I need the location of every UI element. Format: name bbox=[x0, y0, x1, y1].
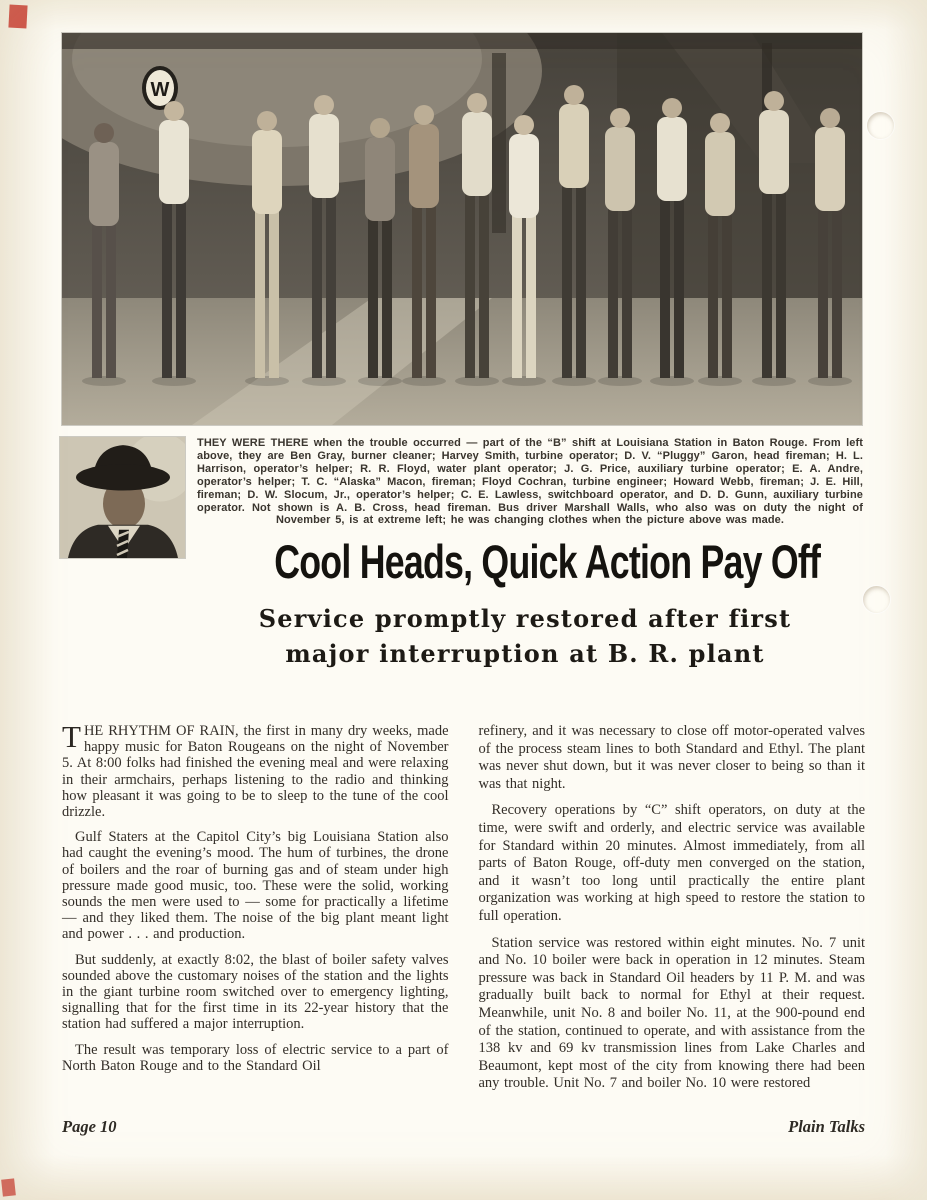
article-paragraph: The result was temporary loss of electric service to a part of North Baton Rouge and to the Standard Oil bbox=[62, 1041, 449, 1074]
article-paragraph bbox=[62, 719, 449, 821]
group-photo-illustration bbox=[62, 33, 862, 425]
binder-hole-top bbox=[867, 112, 894, 139]
headline bbox=[188, 534, 862, 590]
article-paragraph: But suddenly, at exactly 8:02, the blast of boiler safety valves sounded above the customary noises of the station and the lights in the giant turbine room switched over to emergency lighting, signalling that for the first time in its 22-year history that the station had suffered a major interruption. bbox=[62, 951, 449, 1033]
registration-mark-top bbox=[8, 5, 27, 29]
drop-cap: T bbox=[62, 719, 81, 754]
article-paragraph: Gulf Staters at the Capitol City’s big Louisiana Station also had caught the evening’s mood. The hum of turbines, the drone of boilers and the roar of burning gas and of steam under high pressure made good music, too. These were the solid, working sounds the men were used to — some for practically a lifetime — and they liked them. The noise of the big plant meant light and power . . . and production. bbox=[62, 829, 449, 943]
group-photo-image bbox=[62, 33, 862, 425]
article-paragraph: Recovery operations by “C” shift operators, on duty at the time, were swift and orderly, and electric service was available for Standard within 20 minutes. Almost immediately, from all parts of Baton Rouge, off-duty men converged on the station, and it wasn’t too long until practically the entire plant organization was working at high speed to restore the station to full operation. bbox=[478, 802, 865, 924]
subhead bbox=[188, 601, 862, 671]
portrait-illustration bbox=[60, 437, 185, 558]
cross-portrait-image bbox=[60, 437, 185, 558]
page-footer bbox=[62, 1117, 865, 1137]
westinghouse-logo-letter: W bbox=[150, 79, 170, 101]
publication-title: Plain Talks bbox=[788, 1117, 865, 1136]
photo-caption: THEY WERE THERE when the trouble occurred — part of the “B” shift at Louisiana Station in Baton Rouge. From left above, they are Ben Gray, burner cleaner; Harvey Smith, turbine operator; D. V. “Pluggy” Garon, head fireman; H. L. Harrison, operator’s helper; R. R. Floyd, water plant operator; J. G. Price, auxiliary turbine operator; E. A. Andre, operator’s helper; T. C. “Alaska” Macon, fireman; Floyd Cochran, turbine engineer; Howard Webb, fireman; J. E. Hill, fireman; D. W. Slocum, Jr., operator’s helper; C. E. Lawless, switchboard operator, and D. D. Gunn, auxiliary turbine operator. Not shown is A. B. Cross, head fireman. Bus driver Marshall Walls, who also was on duty the night of November 5, is at extreme left; he was changing clothes when the picture above was made. bbox=[197, 437, 863, 527]
left-column bbox=[62, 719, 449, 1102]
article-body bbox=[62, 719, 865, 1102]
article-paragraph: refinery, and it was necessary to close off motor-operated valves of the process steam lines to both Standard and Ethyl. The plant was never shut down, but it was never closer to being so than it was that night. bbox=[478, 723, 865, 792]
right-column bbox=[479, 723, 866, 1102]
binder-hole-middle bbox=[863, 586, 890, 613]
subhead-line1: Service promptly restored after first bbox=[258, 604, 792, 633]
headline-text: Cool Heads, Quick Action Pay Off bbox=[274, 535, 821, 588]
registration-mark-bottom bbox=[1, 1178, 16, 1196]
article-paragraph: Station service was restored within eight minutes. No. 7 unit and No. 10 boiler were back in operation in 12 minutes. Steam pressure was back in Standard Oil headers by 11 P. M. and was gradually built back to normal for Ethyl at their request. Meanwhile, unit No. 8 and boiler No. 11, at the 900-pound end of the station, continued to operate, and with assistance from the 138 kv and 69 kv transmission lines from Lake Charles and Beaumont, kept most of the city from knowing there had been any trouble. Unit No. 7 and boiler No. 10 were restored bbox=[478, 934, 865, 1092]
page-number: Page 10 bbox=[62, 1117, 117, 1136]
paragraph-text: HE RHYTHM OF RAIN, the first in many dry weeks, made happy music for Baton Rougeans on the night of November 5. At 8:00 folks had finished the evening meal and were relaxing in their armchairs, perhaps listening to the radio and thinking how pleasant it was going to be to sleep to the tune of the cool drizzle. bbox=[62, 723, 449, 821]
subhead-line2: major interruption at B. R. plant bbox=[285, 639, 765, 668]
